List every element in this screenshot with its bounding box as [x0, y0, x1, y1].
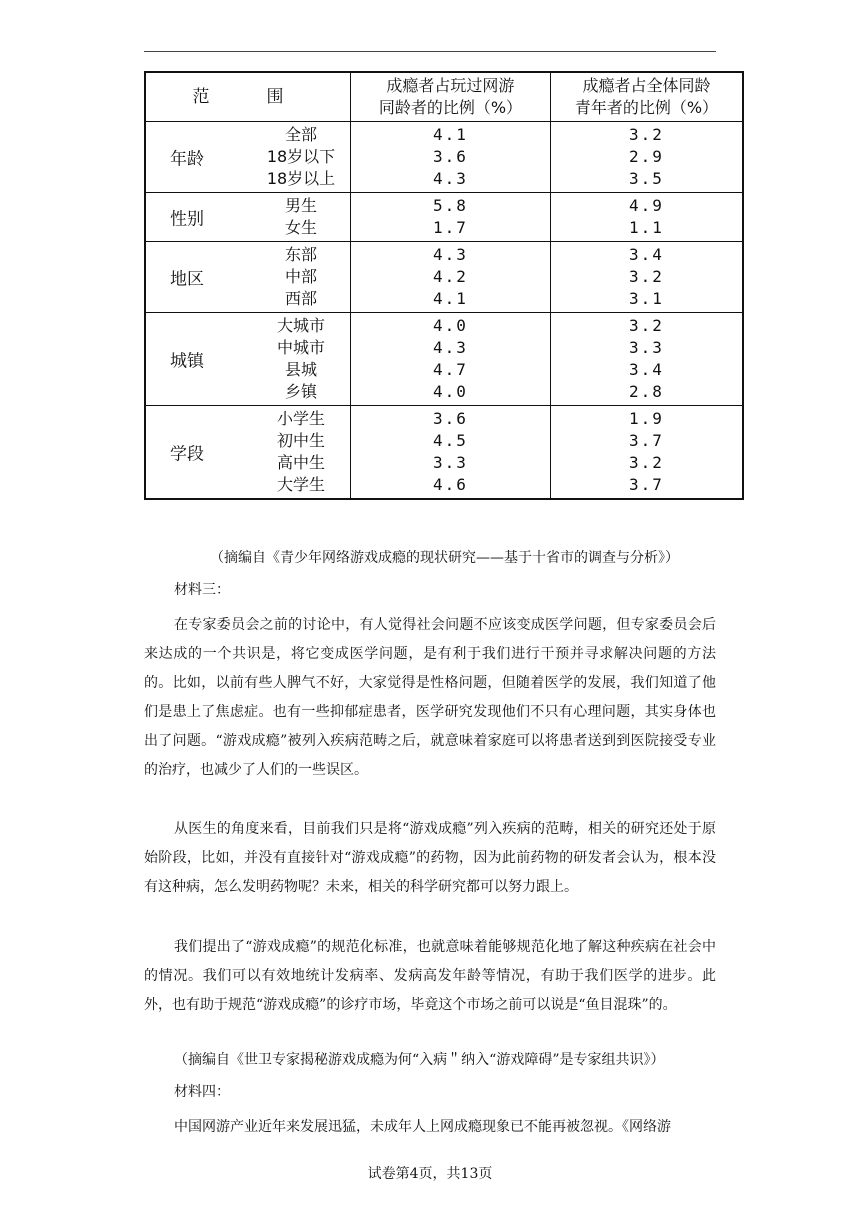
sub-category: 高中生 — [276, 453, 325, 472]
sub-category-list — [262, 122, 340, 192]
value-list — [351, 122, 550, 192]
table-header-row — [145, 72, 743, 122]
sub-category: 东部 — [284, 245, 317, 264]
percentage-value: 4.2 — [432, 267, 468, 286]
percentage-value: 3.7 — [629, 475, 664, 494]
percentage-value: 4.5 — [432, 431, 468, 450]
table-row — [145, 313, 743, 406]
table-row — [145, 242, 743, 313]
percentage-value: 4.6 — [432, 475, 468, 494]
played-ratio-cell — [350, 122, 550, 193]
percentage-value: 4.1 — [432, 125, 468, 144]
sub-category-list — [262, 313, 340, 405]
sub-category: 乡镇 — [284, 382, 317, 401]
addiction-stats-table — [144, 71, 744, 500]
sub-category: 初中生 — [276, 431, 325, 450]
percentage-value: 3.5 — [629, 169, 664, 188]
range-cell — [145, 313, 350, 406]
value-list — [551, 313, 742, 405]
range-cell — [145, 122, 350, 193]
peer-ratio-cell — [550, 406, 743, 500]
peer-ratio-cell — [550, 242, 743, 313]
peer-ratio-cell — [550, 122, 743, 193]
percentage-value: 4.0 — [432, 382, 468, 401]
value-list — [351, 193, 550, 241]
range-cell — [145, 193, 350, 242]
percentage-value: 3.3 — [432, 453, 468, 472]
percentage-value: 2.8 — [629, 382, 664, 401]
percentage-value: 1.1 — [629, 218, 664, 237]
value-list — [551, 193, 742, 241]
percentage-value: 3.4 — [629, 245, 664, 264]
percentage-value: 3.7 — [629, 431, 664, 450]
peer-ratio-cell — [550, 313, 743, 406]
percentage-value: 3.6 — [432, 409, 468, 428]
page-footer: 试卷第4页，共13页 — [367, 1166, 493, 1182]
group-name: 年龄 — [170, 149, 204, 170]
value-list — [351, 242, 550, 312]
sub-category: 县城 — [284, 360, 317, 379]
sub-category: 大城市 — [276, 316, 325, 335]
percentage-value: 3.2 — [629, 316, 664, 335]
played-ratio-cell — [350, 406, 550, 500]
sub-category-list — [262, 406, 340, 498]
range-cell — [145, 242, 350, 313]
percentage-value: 3.2 — [629, 453, 664, 472]
sub-category-list — [262, 193, 340, 241]
percentage-value: 4.9 — [629, 196, 664, 215]
paragraph-3: 我们提出了“游戏成瘾”的规范化标准，也就意味着能够规范化地了解这种疾病在社会中的情况。我们可以有效地统计发病率、发病高发年龄等情况，有助于我们医学的进步。此外，也有助于规范“游戏成瘾”的诊疗市场，毕竟这个市场之前可以说是“鱼目混珠”的。 — [144, 939, 716, 1013]
percentage-value: 4.1 — [432, 289, 468, 308]
group-name: 城镇 — [170, 351, 204, 372]
header-col-a: 成瘾者占玩过网游 同龄者的比例（%） — [350, 72, 550, 122]
header-rule — [144, 51, 716, 52]
percentage-value: 2.9 — [629, 147, 664, 166]
value-list — [351, 406, 550, 498]
percentage-value: 3.3 — [629, 338, 664, 357]
paragraph-4: 中国网游产业近年来发展迅猛，未成年人上网成瘾现象已不能再被忽视。《网络游 — [174, 1119, 671, 1135]
percentage-value: 3.2 — [629, 267, 664, 286]
percentage-value: 3.1 — [629, 289, 664, 308]
material-4-heading: 材料四： — [174, 1084, 230, 1100]
percentage-value: 4.7 — [432, 360, 468, 379]
value-list — [551, 122, 742, 192]
table-row — [145, 193, 743, 242]
sub-category: 全部 — [284, 125, 317, 144]
percentage-value: 3.2 — [629, 125, 664, 144]
sub-category: 西部 — [284, 289, 317, 308]
sub-category: 18岁以上 — [266, 169, 336, 188]
percentage-value: 1.7 — [432, 218, 468, 237]
percentage-value: 4.3 — [432, 338, 468, 357]
value-list — [551, 242, 742, 312]
table-row — [145, 122, 743, 193]
percentage-value: 4.0 — [432, 316, 468, 335]
header-col-b: 成瘾者占全体同龄 青年者的比例（%） — [550, 72, 743, 122]
played-ratio-cell — [350, 193, 550, 242]
percentage-value: 1.9 — [629, 409, 664, 428]
paragraph-1: 在专家委员会之前的讨论中，有人觉得社会问题不应该变成医学问题，但专家委员会后来达成的一个共识是，将它变成医学问题，是有利于我们进行干预并寻求解决问题的方法的。比如，以前有些人脾气不好，大家觉得是性格问题，但随着医学的发展，我们知道了他们是患上了焦虑症。也有一些抑郁症患者，医学研究发现他们不只有心理问题，其实身体也出了问题。“游戏成瘾”被列入疾病范畴之后，就意味着家庭可以将患者送到到医院接受专业的治疗，也减少了人们的一些误区。 — [144, 617, 716, 778]
sub-category: 中城市 — [276, 338, 325, 357]
sub-category: 18岁以下 — [266, 147, 336, 166]
value-list — [351, 313, 550, 405]
played-ratio-cell — [350, 242, 550, 313]
range-cell — [145, 406, 350, 500]
percentage-value: 4.3 — [432, 169, 468, 188]
group-name: 性别 — [170, 209, 204, 230]
sub-category: 中部 — [284, 267, 317, 286]
group-name: 地区 — [170, 269, 204, 290]
material-3-heading: 材料三： — [174, 582, 230, 598]
percentage-value: 3.6 — [432, 147, 468, 166]
percentage-value: 4.3 — [432, 245, 468, 264]
sub-category: 小学生 — [276, 409, 325, 428]
percentage-value: 5.8 — [432, 196, 468, 215]
sub-category: 男生 — [284, 196, 317, 215]
value-list — [551, 406, 742, 498]
peer-ratio-cell — [550, 193, 743, 242]
paragraph-2: 从医生的角度来看，目前我们只是将“游戏成瘾”列入疾病的范畴，相关的研究还处于原始阶段，比如，并没有直接针对“游戏成瘾”的药物，因为此前药物的研发者会认为，根本没有这种病，怎么发明药物呢？未来，相关的科学研究都可以努力跟上。 — [144, 821, 716, 895]
sub-category: 大学生 — [276, 475, 325, 494]
header-range: 范 围 — [145, 72, 350, 122]
group-name: 学段 — [170, 444, 204, 465]
played-ratio-cell — [350, 313, 550, 406]
sub-category: 女生 — [284, 218, 317, 237]
percentage-value: 3.4 — [629, 360, 664, 379]
sub-category-list — [262, 242, 340, 312]
table-row — [145, 406, 743, 500]
source-citation-2: （摘编自《世卫专家揭秘游戏成瘾为何“入病＂纳入“游戏障碍”是专家组共识》） — [174, 1052, 665, 1068]
source-citation-1: （摘编自《青少年网络游戏成瘾的现状研究——基于十省市的调查与分析》） — [210, 550, 679, 566]
